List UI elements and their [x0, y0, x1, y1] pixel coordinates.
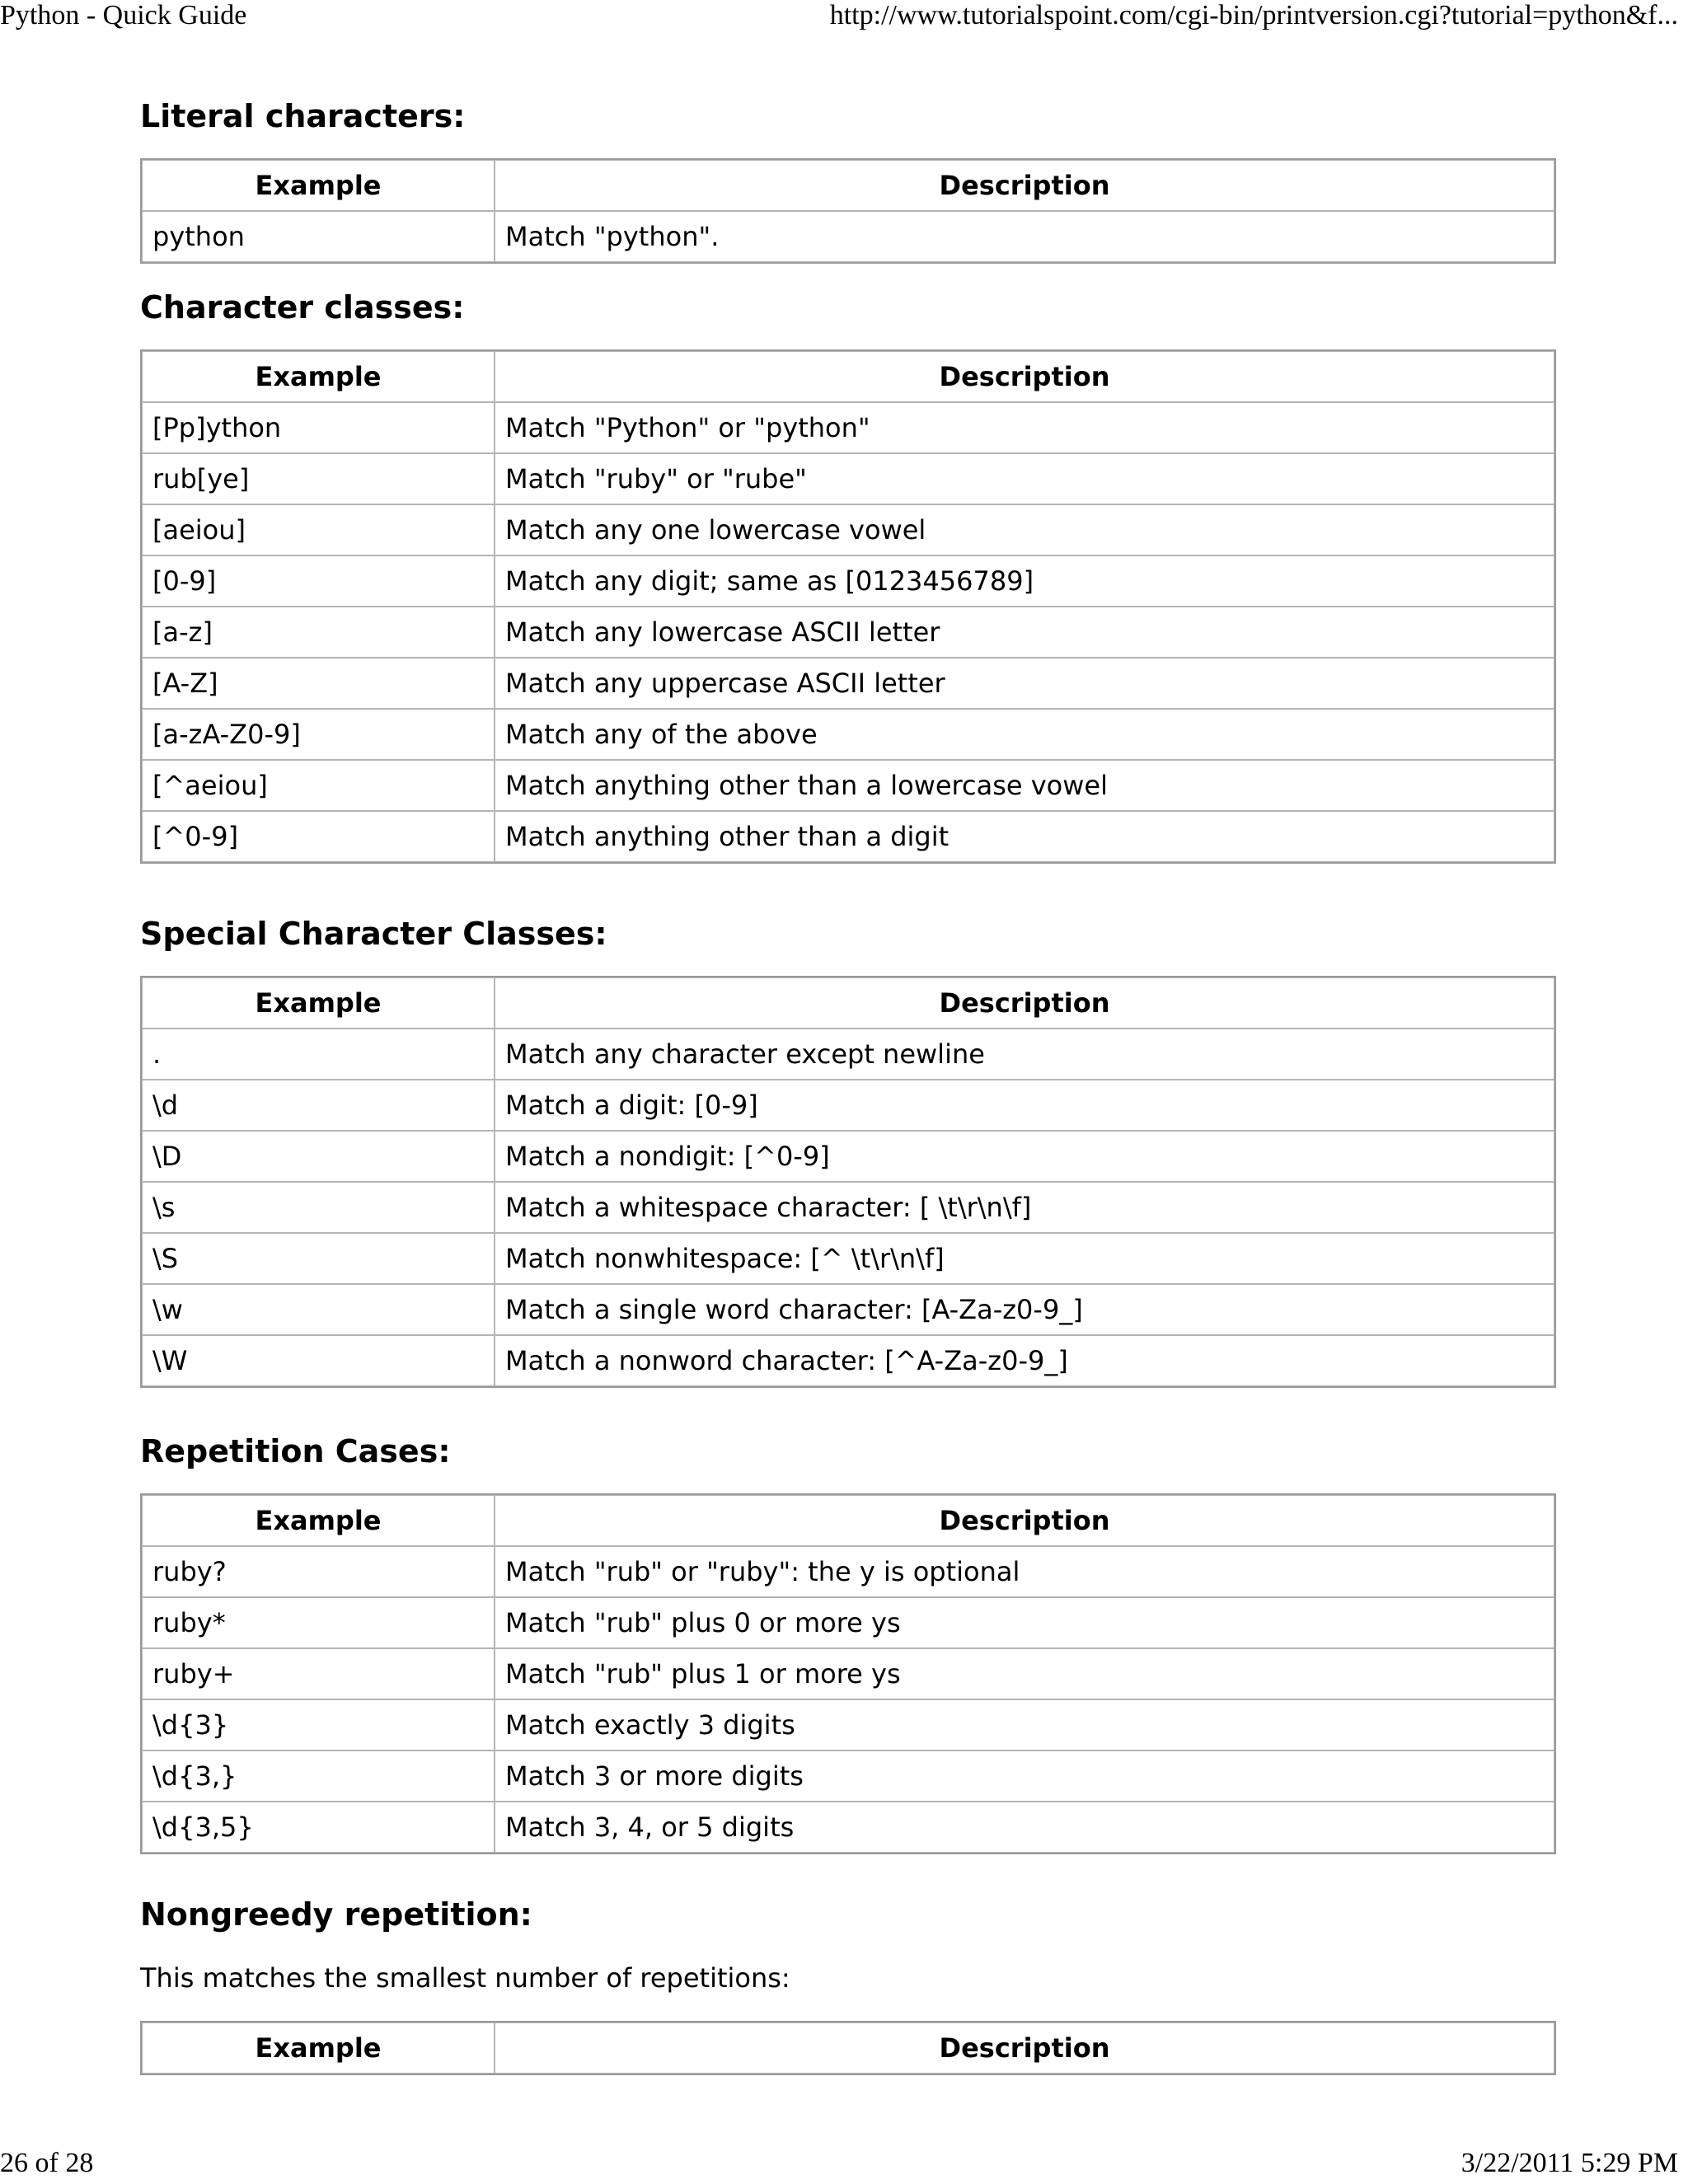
table-row	[142, 1131, 1554, 1182]
cell-example: \d{3,5}	[142, 1802, 495, 1853]
table-header-row	[142, 351, 1554, 402]
table-special-character-classes	[140, 976, 1556, 1388]
table-row	[142, 658, 1554, 709]
cell-example: [^aeiou]	[142, 760, 495, 811]
cell-description: Match nonwhitespace: [^ \t\r\n\f]	[495, 1233, 1554, 1284]
cell-description: Match "rub" plus 1 or more ys	[495, 1648, 1554, 1699]
cell-description: Match "python".	[495, 211, 1554, 262]
section-title-special-character-classes: Special Character Classes:	[140, 916, 607, 952]
column-header-description: Description	[495, 160, 1554, 211]
column-header-example: Example	[142, 977, 495, 1029]
cell-example: .	[142, 1029, 495, 1080]
table-row	[142, 1750, 1554, 1802]
print-footer	[0, 2149, 1688, 2182]
cell-description: Match a nondigit: [^0-9]	[495, 1131, 1554, 1182]
column-header-example: Example	[142, 2022, 495, 2074]
column-header-description: Description	[495, 977, 1554, 1029]
cell-example: \s	[142, 1182, 495, 1233]
cell-example: [^0-9]	[142, 811, 495, 862]
table-row	[142, 1699, 1554, 1750]
section-title-character-classes: Character classes:	[140, 289, 465, 326]
table-row	[142, 1182, 1554, 1233]
table-row	[142, 709, 1554, 760]
table-row	[142, 1802, 1554, 1853]
column-header-example: Example	[142, 351, 495, 402]
cell-example: ruby+	[142, 1648, 495, 1699]
section-title-repetition-cases: Repetition Cases:	[140, 1433, 451, 1469]
table-header-row	[142, 1495, 1554, 1546]
table-header-row	[142, 160, 1554, 211]
column-header-example: Example	[142, 1495, 495, 1546]
cell-description: Match exactly 3 digits	[495, 1699, 1554, 1750]
cell-example: \D	[142, 1131, 495, 1182]
table-literal	[140, 158, 1556, 264]
table-repetition-cases	[140, 1493, 1556, 1854]
cell-description: Match "ruby" or "rube"	[495, 453, 1554, 504]
cell-description: Match anything other than a lowercase vowel	[495, 760, 1554, 811]
table-row	[142, 811, 1554, 862]
column-header-example: Example	[142, 160, 495, 211]
cell-description: Match any character except newline	[495, 1029, 1554, 1080]
cell-example: python	[142, 211, 495, 262]
table-row	[142, 504, 1554, 555]
table-row	[142, 607, 1554, 658]
section-title-nongreedy-repetition: Nongreedy repetition:	[140, 1896, 532, 1933]
cell-description: Match "rub" or "ruby": the y is optional	[495, 1546, 1554, 1597]
cell-description: Match any digit; same as [0123456789]	[495, 555, 1554, 607]
table-row	[142, 453, 1554, 504]
cell-description: Match any lowercase ASCII letter	[495, 607, 1554, 658]
cell-description: Match a whitespace character: [ \t\r\n\f]	[495, 1182, 1554, 1233]
cell-example: [a-z]	[142, 607, 495, 658]
cell-example: [a-zA-Z0-9]	[142, 709, 495, 760]
cell-example: rub[ye]	[142, 453, 495, 504]
cell-description: Match any one lowercase vowel	[495, 504, 1554, 555]
cell-description: Match a nonword character: [^A-Za-z0-9_]	[495, 1335, 1554, 1386]
cell-example: \W	[142, 1335, 495, 1386]
cell-example: \w	[142, 1284, 495, 1335]
table-character-classes	[140, 349, 1556, 864]
nongreedy-intro: This matches the smallest number of repetitions:	[140, 1962, 790, 1994]
table-row	[142, 1029, 1554, 1080]
cell-example: ruby?	[142, 1546, 495, 1597]
cell-description: Match 3, 4, or 5 digits	[495, 1802, 1554, 1853]
page-url: http://www.tutorialspoint.com/cgi-bin/printversion.cgi?tutorial=python&f...	[829, 0, 1678, 30]
table-row	[142, 1233, 1554, 1284]
table-row	[142, 1080, 1554, 1131]
section-title-literal: Literal characters:	[140, 98, 466, 134]
print-header	[0, 2, 1688, 35]
column-header-description: Description	[495, 2022, 1554, 2074]
print-date: 3/22/2011 5:29 PM	[1461, 2148, 1678, 2178]
cell-example: \S	[142, 1233, 495, 1284]
cell-example: [Pp]ython	[142, 402, 495, 453]
column-header-description: Description	[495, 1495, 1554, 1546]
cell-description: Match a digit: [0-9]	[495, 1080, 1554, 1131]
cell-example: [0-9]	[142, 555, 495, 607]
table-row	[142, 1648, 1554, 1699]
cell-description: Match anything other than a digit	[495, 811, 1554, 862]
cell-example: [A-Z]	[142, 658, 495, 709]
cell-description: Match any of the above	[495, 709, 1554, 760]
table-nongreedy-repetition	[140, 2021, 1556, 2075]
page-number: 26 of 28	[0, 2148, 94, 2178]
table-row	[142, 1546, 1554, 1597]
cell-description: Match any uppercase ASCII letter	[495, 658, 1554, 709]
table-row	[142, 1597, 1554, 1648]
table-row	[142, 402, 1554, 453]
table-header-row	[142, 2022, 1554, 2074]
table-row	[142, 211, 1554, 262]
table-row	[142, 555, 1554, 607]
table-header-row	[142, 977, 1554, 1029]
page-title: Python - Quick Guide	[0, 0, 247, 30]
cell-example: \d{3}	[142, 1699, 495, 1750]
cell-description: Match a single word character: [A-Za-z0-9_]	[495, 1284, 1554, 1335]
cell-example: \d	[142, 1080, 495, 1131]
cell-example: \d{3,}	[142, 1750, 495, 1802]
cell-description: Match "Python" or "python"	[495, 402, 1554, 453]
cell-description: Match "rub" plus 0 or more ys	[495, 1597, 1554, 1648]
table-row	[142, 1284, 1554, 1335]
table-row	[142, 760, 1554, 811]
cell-example: [aeiou]	[142, 504, 495, 555]
column-header-description: Description	[495, 351, 1554, 402]
cell-description: Match 3 or more digits	[495, 1750, 1554, 1802]
table-row	[142, 1335, 1554, 1386]
cell-example: ruby*	[142, 1597, 495, 1648]
